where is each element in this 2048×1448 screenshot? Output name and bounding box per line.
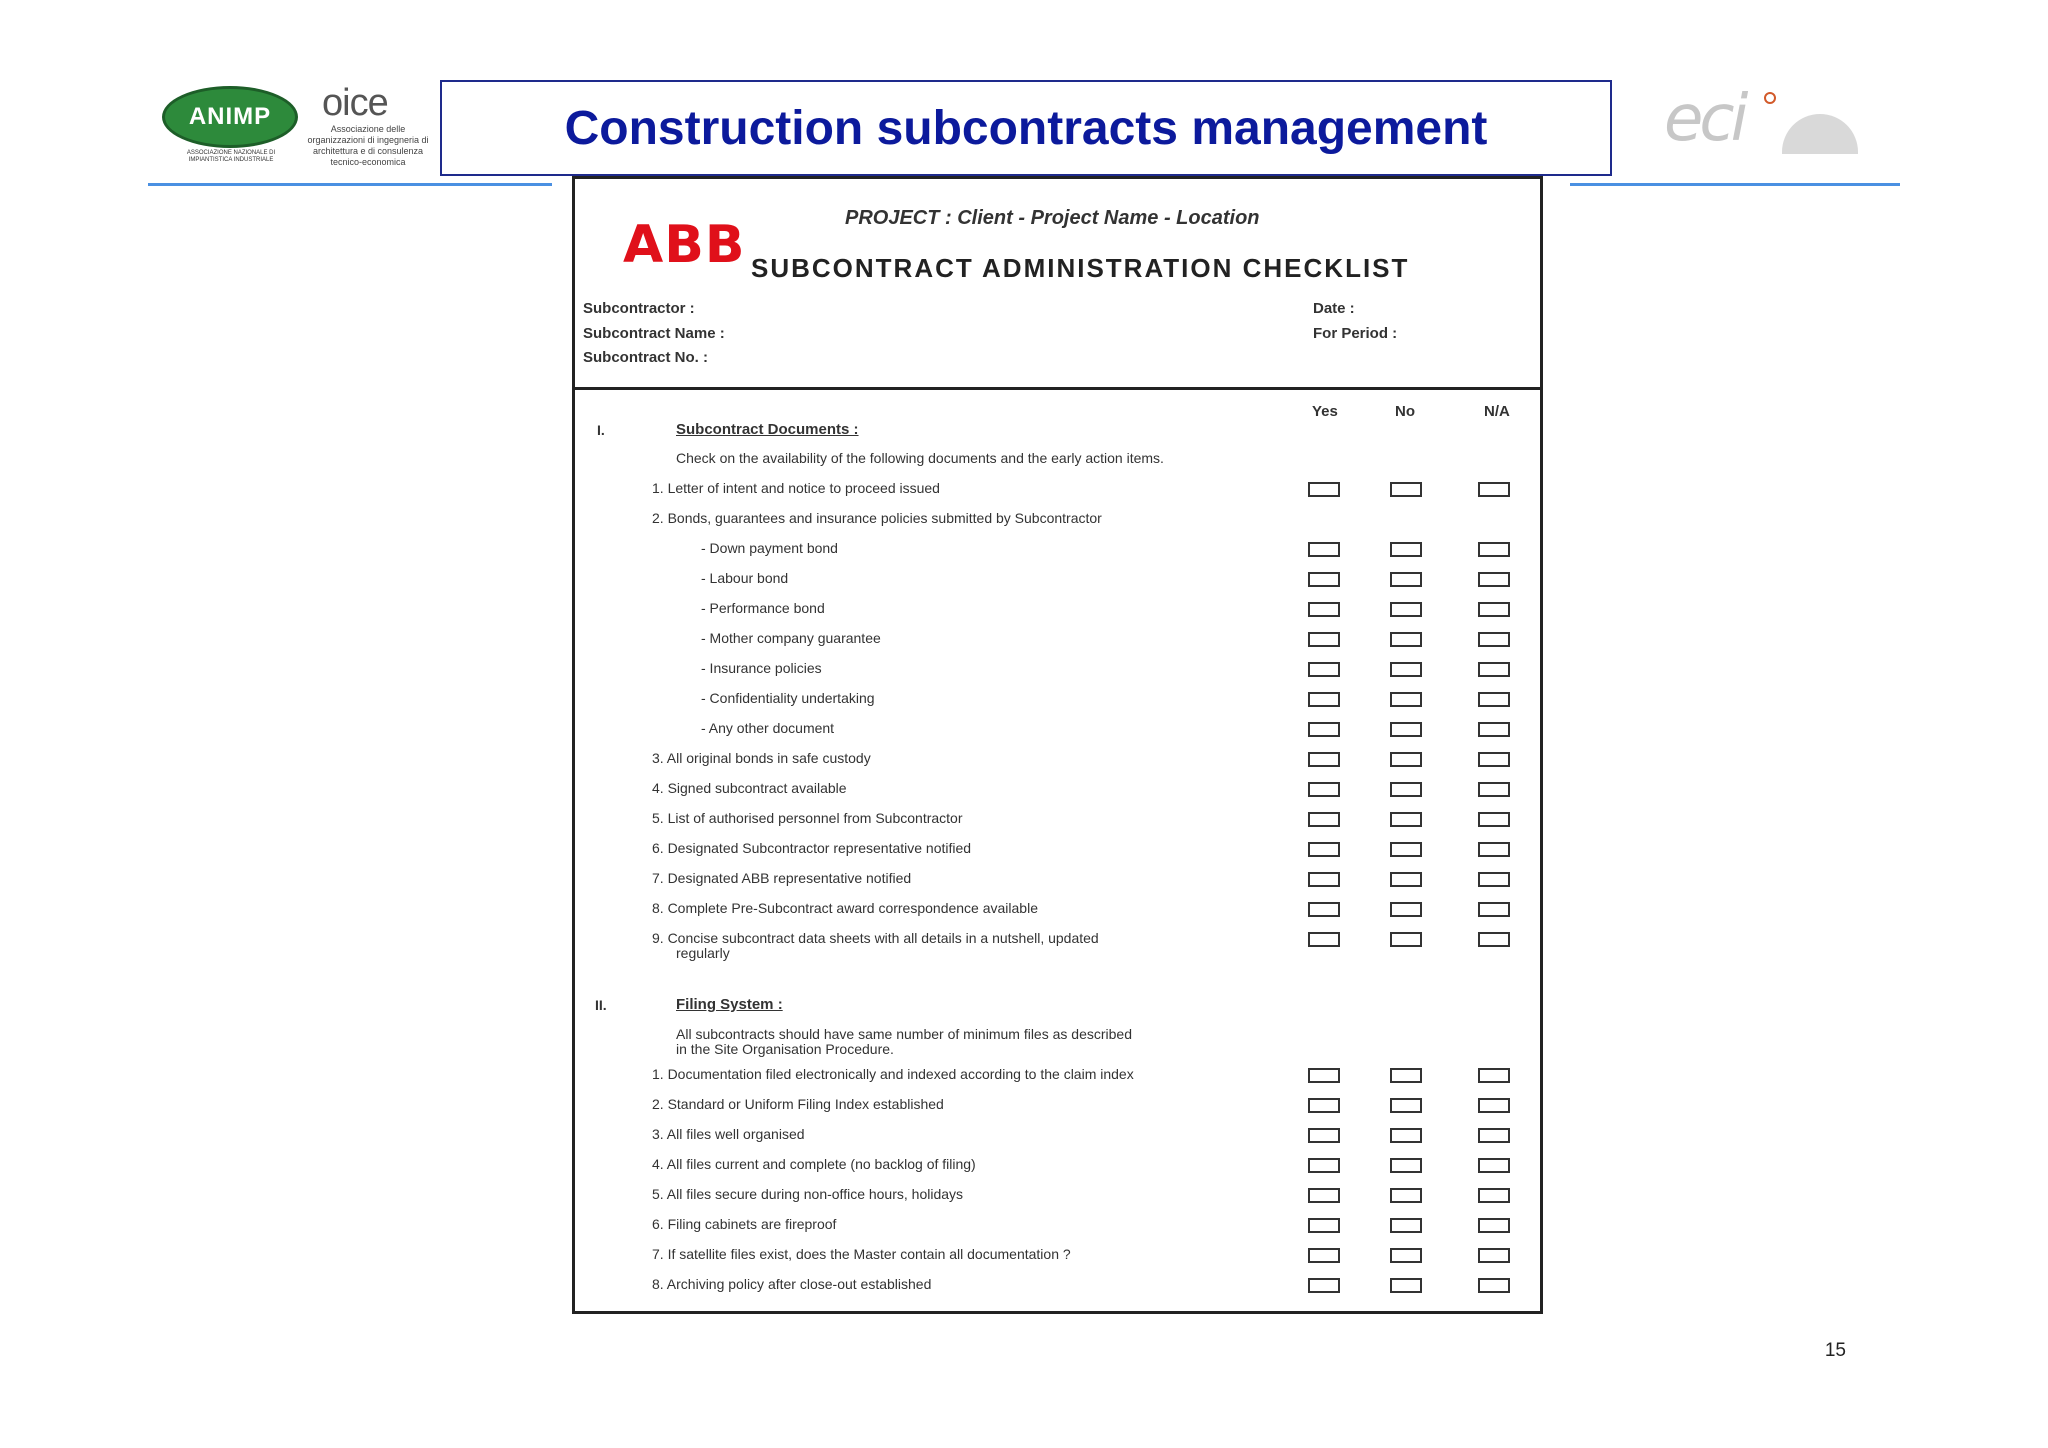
checklist-item: 5. All files secure during non-office hours, holidays: [652, 1186, 964, 1202]
checklist-item: 4. All files current and complete (no backlog of filing): [652, 1156, 976, 1172]
eci-logo: [1664, 84, 1860, 154]
checklist-item: 5. List of authorised personnel from Subcontractor: [652, 810, 963, 826]
checkbox-yes[interactable]: [1308, 722, 1340, 737]
checklist-item: 8. Archiving policy after close-out established: [652, 1276, 932, 1292]
checkbox-no[interactable]: [1390, 872, 1422, 887]
checkbox-na[interactable]: [1478, 872, 1510, 887]
checkbox-yes[interactable]: [1308, 1098, 1340, 1113]
globe-icon: [1782, 114, 1858, 154]
eci-logo-text: eci: [1664, 82, 1745, 156]
section-number: II.: [595, 997, 607, 1013]
animp-logo-text: ANIMP: [188, 103, 272, 130]
field-subcontractor: Subcontractor :: [583, 300, 695, 317]
checkbox-no[interactable]: [1390, 902, 1422, 917]
checkbox-no[interactable]: [1390, 932, 1422, 947]
checkbox-na[interactable]: [1478, 1278, 1510, 1293]
checkbox-yes[interactable]: [1308, 1218, 1340, 1233]
checkbox-yes[interactable]: [1308, 1128, 1340, 1143]
checkbox-na[interactable]: [1478, 542, 1510, 557]
checkbox-no[interactable]: [1390, 542, 1422, 557]
checkbox-na[interactable]: [1478, 1158, 1510, 1173]
field-subcontract-no: Subcontract No. :: [583, 349, 709, 366]
checkbox-yes[interactable]: [1308, 872, 1340, 887]
checkbox-no[interactable]: [1390, 662, 1422, 677]
checklist-item: 7. Designated ABB representative notified: [652, 870, 912, 886]
checkbox-no[interactable]: [1390, 1278, 1422, 1293]
checkbox-yes[interactable]: [1308, 1278, 1340, 1293]
checkbox-yes[interactable]: [1308, 1188, 1340, 1203]
checkbox-yes[interactable]: [1308, 1068, 1340, 1083]
section-title: Filing System :: [676, 996, 783, 1013]
checkbox-na[interactable]: [1478, 1068, 1510, 1083]
checkbox-na[interactable]: [1478, 1128, 1510, 1143]
checkbox-na[interactable]: [1478, 1218, 1510, 1233]
abb-logo: ABB: [623, 215, 746, 275]
checklist-subitem: - Performance bond: [701, 600, 825, 616]
checkbox-na[interactable]: [1478, 602, 1510, 617]
checkbox-na[interactable]: [1478, 812, 1510, 827]
checkbox-yes[interactable]: [1308, 662, 1340, 677]
checkbox-na[interactable]: [1478, 1098, 1510, 1113]
checkbox-yes[interactable]: [1308, 572, 1340, 587]
checkbox-yes[interactable]: [1308, 842, 1340, 857]
checkbox-no[interactable]: [1390, 482, 1422, 497]
animp-subtitle: ASSOCIAZIONE NAZIONALE DI IMPIANTISTICA INDUSTRIALE: [186, 150, 276, 163]
section-intro: in the Site Organisation Procedure.: [676, 1041, 894, 1057]
checkbox-no[interactable]: [1390, 1098, 1422, 1113]
checkbox-no[interactable]: [1390, 1218, 1422, 1233]
checkbox-no[interactable]: [1390, 1128, 1422, 1143]
checklist-item: 2. Bonds, guarantees and insurance policies submitted by Subcontractor: [652, 510, 1102, 526]
section-title: Subcontract Documents :: [676, 421, 859, 438]
checklist-title: SUBCONTRACT ADMINISTRATION CHECKLIST: [751, 253, 1410, 283]
checkbox-no[interactable]: [1390, 632, 1422, 647]
checkbox-no[interactable]: [1390, 812, 1422, 827]
checklist-subitem: - Down payment bond: [701, 540, 838, 556]
checkbox-yes[interactable]: [1308, 782, 1340, 797]
field-for-period: For Period :: [1313, 324, 1398, 342]
page-number: 15: [1824, 1340, 1846, 1361]
oice-logo-text: oice: [322, 82, 388, 124]
checkbox-na[interactable]: [1478, 752, 1510, 767]
project-line: PROJECT : Client - Project Name - Location: [845, 207, 1260, 229]
fields-left: [583, 297, 725, 371]
checkbox-yes[interactable]: [1308, 902, 1340, 917]
column-no: No: [1395, 403, 1415, 420]
checklist-item: 8. Complete Pre-Subcontract award correspondence available: [652, 900, 1038, 916]
checklist-subitem: - Labour bond: [701, 570, 789, 586]
checklist-item: 3. All files well organised: [652, 1126, 805, 1142]
checkbox-no[interactable]: [1390, 1158, 1422, 1173]
section-intro: Check on the availability of the following documents and the early action items.: [676, 450, 1164, 466]
column-na: N/A: [1484, 403, 1510, 420]
eci-dot-icon: [1764, 92, 1776, 104]
checkbox-yes[interactable]: [1308, 602, 1340, 617]
checklist-item: 1. Letter of intent and notice to proceed issued: [652, 480, 940, 496]
checklist-item: 3. All original bonds in safe custody: [652, 750, 871, 766]
header-rule-right: [1570, 183, 1900, 186]
checkbox-no[interactable]: [1390, 1248, 1422, 1263]
checkbox-yes[interactable]: [1308, 812, 1340, 827]
checkbox-na[interactable]: [1478, 1188, 1510, 1203]
checkbox-yes[interactable]: [1308, 692, 1340, 707]
checkbox-na[interactable]: [1478, 902, 1510, 917]
slide-title: Construction subcontracts management: [564, 101, 1488, 155]
title-box: [440, 80, 1612, 176]
checklist-item: 1. Documentation filed electronically and indexed according to the claim index: [652, 1066, 1134, 1082]
checkbox-na[interactable]: [1478, 722, 1510, 737]
checkbox-na[interactable]: [1478, 572, 1510, 587]
checkbox-na[interactable]: [1478, 662, 1510, 677]
header-rule-left: [148, 183, 552, 186]
checkbox-na[interactable]: [1478, 1248, 1510, 1263]
checkbox-yes[interactable]: [1308, 1158, 1340, 1173]
oice-tagline: Associazione delle organizzazioni di ingegneria di architettura e di consulenza tecnico-economica: [307, 124, 429, 167]
checkbox-yes[interactable]: [1308, 542, 1340, 557]
checklist-subitem: - Mother company guarantee: [701, 630, 881, 646]
section-number: I.: [597, 422, 605, 438]
fields-right: [1313, 297, 1397, 346]
checklist-item-continuation: regularly: [676, 945, 730, 961]
checkbox-na[interactable]: [1478, 482, 1510, 497]
checkbox-no[interactable]: [1390, 782, 1422, 797]
checkbox-yes[interactable]: [1308, 482, 1340, 497]
checkbox-no[interactable]: [1390, 842, 1422, 857]
checklist-item: 9. Concise subcontract data sheets with all details in a nutshell, updated: [652, 930, 1099, 946]
checkbox-yes[interactable]: [1308, 932, 1340, 947]
checkbox-no[interactable]: [1390, 752, 1422, 767]
checkbox-yes[interactable]: [1308, 632, 1340, 647]
animp-logo: [162, 86, 298, 148]
checkbox-no[interactable]: [1390, 602, 1422, 617]
checklist-subitem: - Insurance policies: [701, 660, 822, 676]
checkbox-no[interactable]: [1390, 1188, 1422, 1203]
checklist-document: [572, 176, 1543, 1314]
checklist-item: 2. Standard or Uniform Filing Index established: [652, 1096, 944, 1112]
column-yes: Yes: [1312, 403, 1338, 420]
checklist-subitem: - Any other document: [701, 720, 835, 736]
section-intro: All subcontracts should have same number of minimum files as described: [676, 1026, 1132, 1042]
checkbox-na[interactable]: [1478, 842, 1510, 857]
checkbox-na[interactable]: [1478, 782, 1510, 797]
checkbox-na[interactable]: [1478, 632, 1510, 647]
checkbox-no[interactable]: [1390, 1068, 1422, 1083]
checklist-subitem: - Confidentiality undertaking: [701, 690, 875, 706]
field-subcontract-name: Subcontract Name :: [583, 324, 725, 342]
checkbox-na[interactable]: [1478, 932, 1510, 947]
checkbox-no[interactable]: [1390, 572, 1422, 587]
checklist-item: 6. Filing cabinets are fireproof: [652, 1216, 837, 1232]
checkbox-no[interactable]: [1390, 722, 1422, 737]
checkbox-no[interactable]: [1390, 692, 1422, 707]
checkbox-na[interactable]: [1478, 692, 1510, 707]
field-date: Date :: [1313, 300, 1355, 317]
checkbox-yes[interactable]: [1308, 752, 1340, 767]
document-header: [575, 179, 1540, 390]
checklist-item: 6. Designated Subcontractor representative notified: [652, 840, 972, 856]
oice-logo: [306, 84, 430, 168]
checklist-item: 7. If satellite files exist, does the Master contain all documentation ?: [652, 1246, 1071, 1262]
checkbox-yes[interactable]: [1308, 1248, 1340, 1263]
checklist-item: 4. Signed subcontract available: [652, 780, 847, 796]
